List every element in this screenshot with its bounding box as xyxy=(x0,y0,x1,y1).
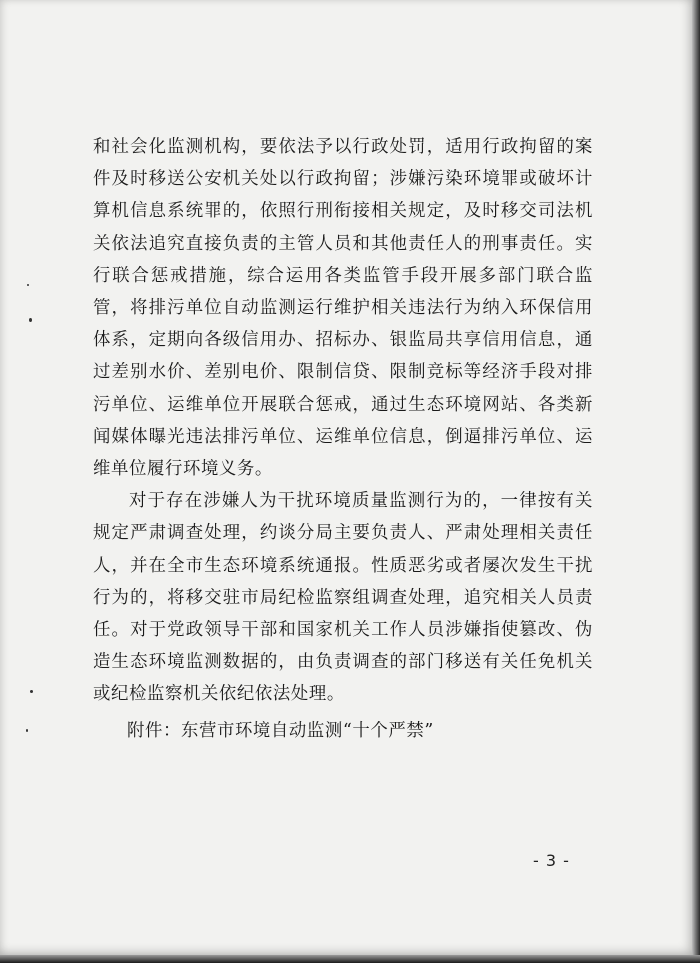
attachment-line: 附件：东营市环境自动监测“十个严禁” xyxy=(127,721,434,741)
scan-speck-mark xyxy=(30,690,33,693)
scan-speck-mark xyxy=(27,284,29,286)
paragraph-continued: 和社会化监测机构，要依法予以行政处罚，适用行政拘留的案件及时移送公安机关处以行政拘留；涉嫌污染环境罪或破坏计算机信息系统罪的，依照行刑衔接相关规定，及时移交司法机关依法追究直接负责的主管人员和其他责任人的刑事责任。实行联合惩戒措施，综合运用各类监管手段开展多部门联合监管，将排污单位自动监测运行维护相关违法行为纳入环保信用体系，定期向各级信用办、招标办、银监局共享信用信息，通过差别水价、差别电价、限制信贷、限制竞标等经济手段对排污单位、运维单位开展联合惩戒，通过生态环境网站、各类新闻媒体曝光违法排污单位、运维单位信息，倒逼排污单位、运维单位履行环境义务。 xyxy=(93,137,593,480)
document-body xyxy=(93,131,593,711)
scan-speck-mark xyxy=(29,318,32,322)
scan-edge-right xyxy=(692,0,700,963)
scan-speck-mark xyxy=(26,729,28,732)
paragraph-interference: 对于存在涉嫌人为干扰环境质量监测行为的，一律按有关规定严肃调查处理，约谈分局主要负责人、严肃处理相关责任人，并在全市生态环境系统通报。性质恶劣或者屡次发生干扰行为的，将移交驻市局纪检监察组调查处理，追究相关人员责任。对于党政领导干部和国家机关工作人员涉嫌指使篡改、伪造生态环境监测数据的，由负责调查的部门移送有关任免机关或纪检监察机关依纪依法处理。 xyxy=(93,491,593,705)
scan-edge-bottom xyxy=(0,955,700,963)
page-number: - 3 - xyxy=(533,851,570,870)
